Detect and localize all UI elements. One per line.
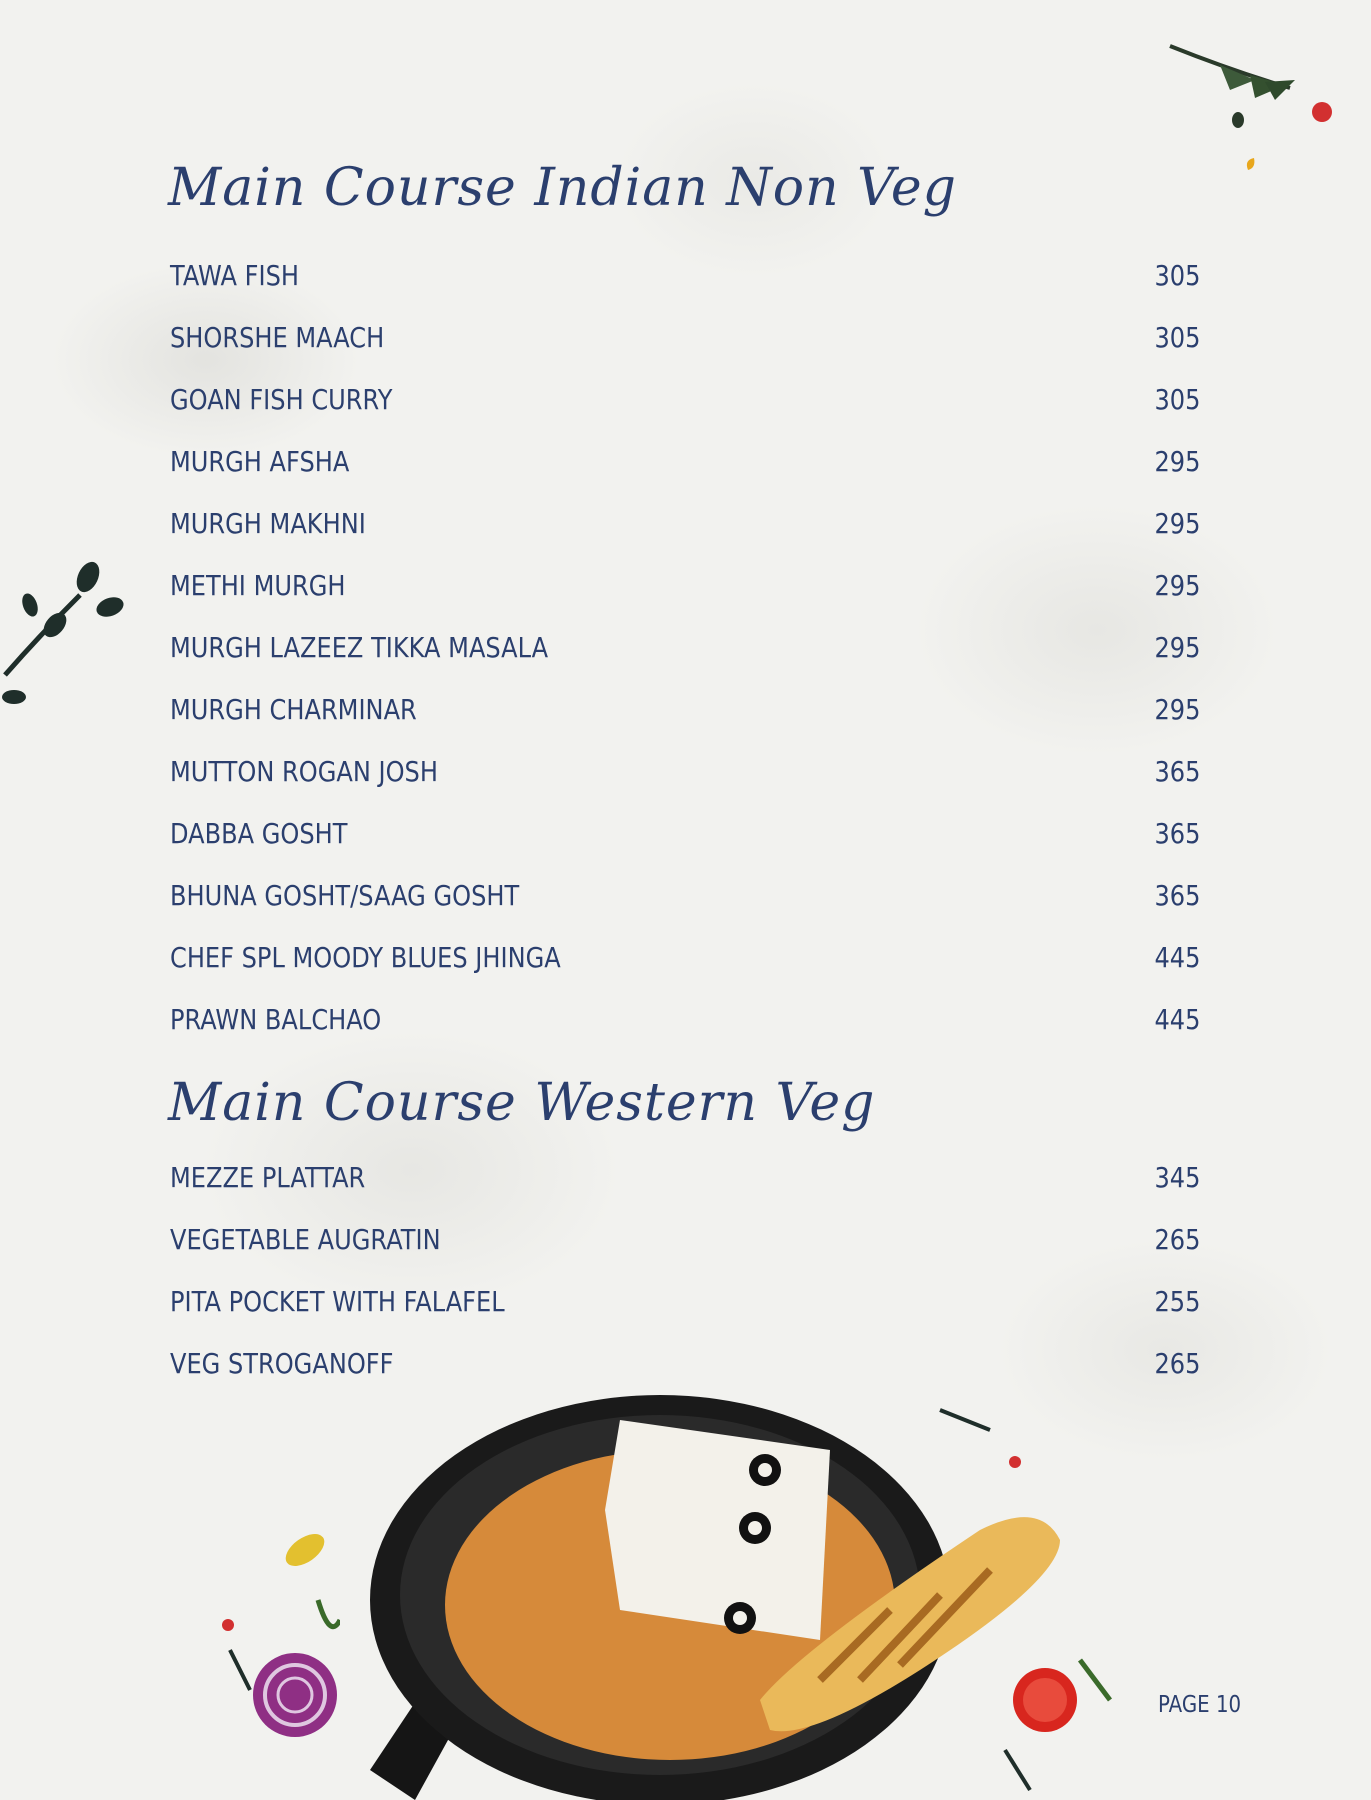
menu-item: BHUNA GOSHT/SAAG GOSHT 365 [170,878,1200,912]
menu-item: VEGETABLE AUGRATIN 265 [170,1222,1200,1256]
herb-sprig-left-illustration [0,555,125,715]
menu-item-price: 345 [1154,1160,1200,1194]
menu-item-price: 305 [1154,258,1200,292]
menu-item: MEZZE PLATTAR 345 [170,1160,1200,1194]
onion-and-herb-illustration [210,1520,340,1740]
menu-item: DABBA GOSHT 365 [170,816,1200,850]
menu-item-price: 255 [1154,1284,1200,1318]
menu-item-price: 295 [1154,506,1200,540]
menu-item-price: 445 [1154,1002,1200,1036]
menu-item-price: 265 [1154,1346,1200,1380]
menu-item: PRAWN BALCHAO 445 [170,1002,1200,1036]
menu-item: MURGH CHARMINAR 295 [170,692,1200,726]
section-title-western-veg: Main Course Western Veg [168,1073,876,1133]
menu-item-price: 305 [1154,320,1200,354]
page-number: PAGE 10 [1158,1692,1242,1718]
menu-item: TAWA FISH 305 [170,258,1200,292]
menu-item: MUTTON ROGAN JOSH 365 [170,754,1200,788]
menu-item-price: 365 [1154,754,1200,788]
section-title-indian-non-veg: Main Course Indian Non Veg [168,158,957,218]
menu-item-price: 295 [1154,692,1200,726]
menu-item: CHEF SPL MOODY BLUES JHINGA 445 [170,940,1200,974]
herb-sprig-top-right-illustration [1160,40,1350,200]
tomato-slice-illustration [1000,1640,1140,1800]
menu-item-price: 295 [1154,568,1200,602]
menu-item-price: 365 [1154,878,1200,912]
menu-item: MURGH AFSHA 295 [170,444,1200,478]
menu-item: MURGH LAZEEZ TIKKA MASALA 295 [170,630,1200,664]
menu-item-price: 295 [1154,444,1200,478]
menu-item: METHI MURGH 295 [170,568,1200,602]
menu-item-price: 265 [1154,1222,1200,1256]
menu-item-price: 365 [1154,816,1200,850]
menu-item: VEG STROGANOFF 265 [170,1346,1200,1380]
menu-item: MURGH MAKHNI 295 [170,506,1200,540]
menu-item: PITA POCKET WITH FALAFEL 255 [170,1284,1200,1318]
menu-item-price: 445 [1154,940,1200,974]
menu-item: GOAN FISH CURRY 305 [170,382,1200,416]
menu-item: SHORSHE MAACH 305 [170,320,1200,354]
menu-item-price: 305 [1154,382,1200,416]
menu-item-price: 295 [1154,630,1200,664]
